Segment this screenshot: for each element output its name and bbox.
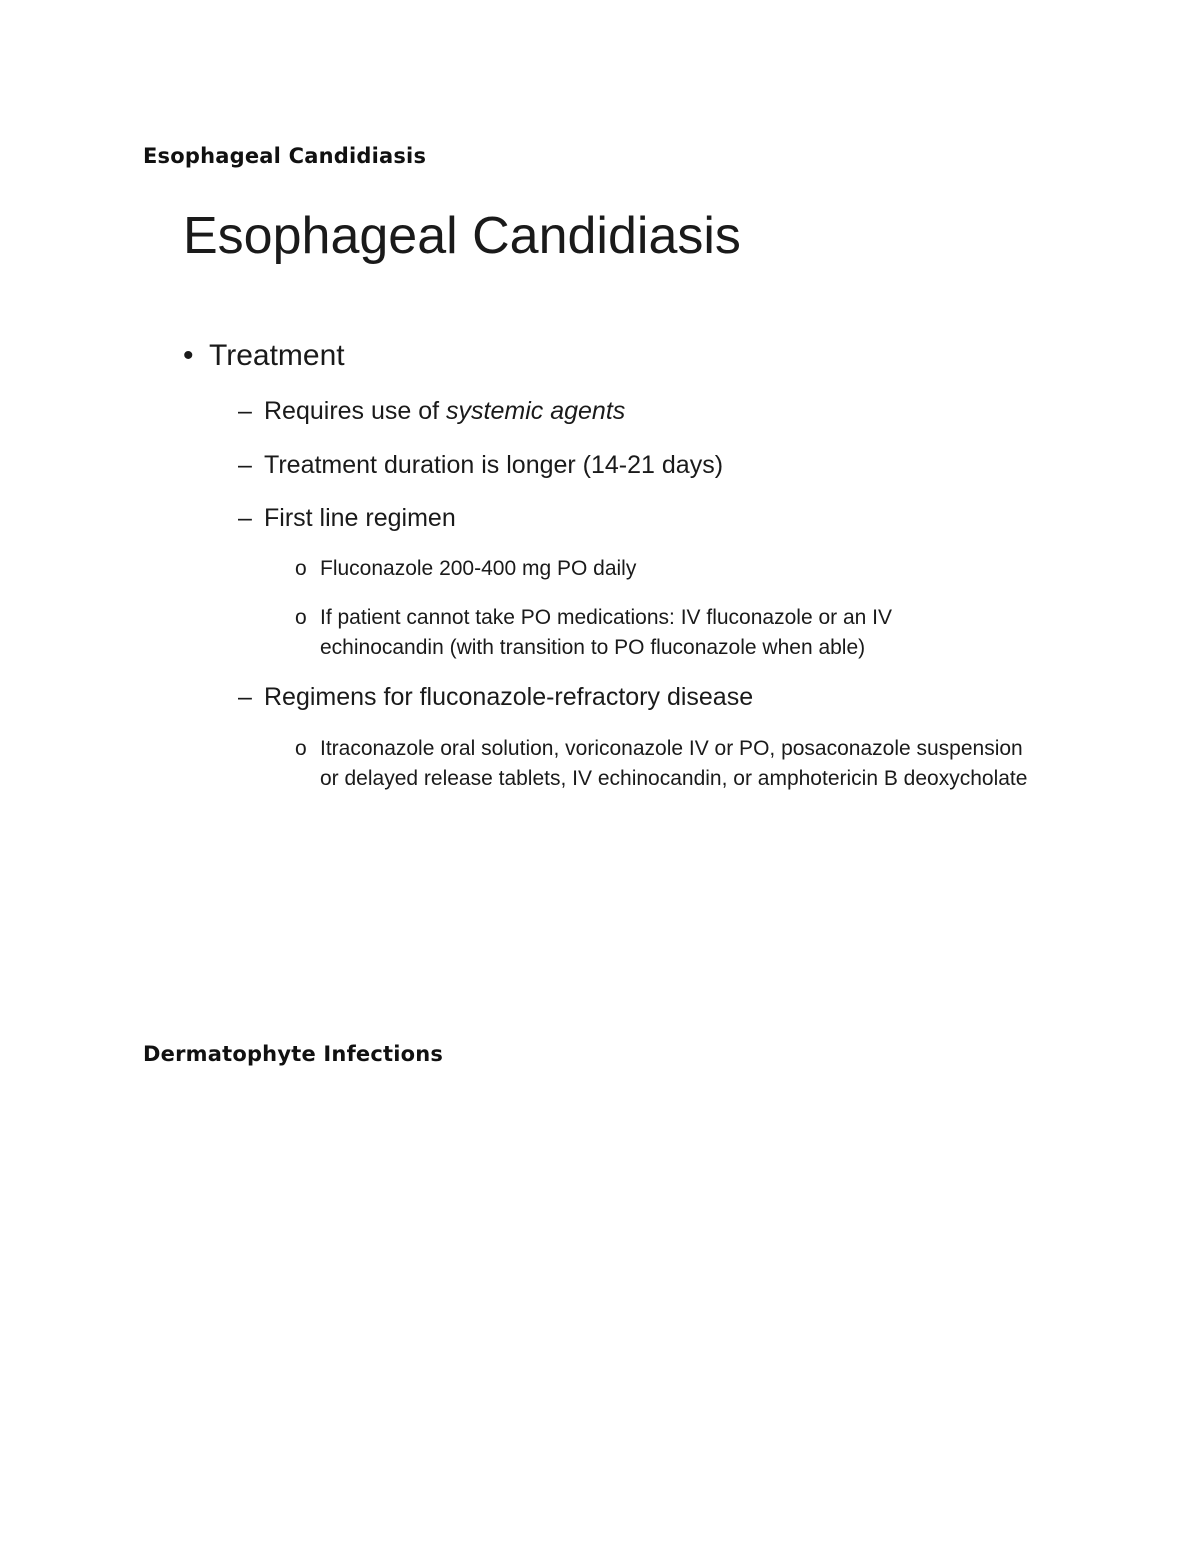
dash-marker: – <box>238 683 252 711</box>
sub-item-fluconazole <box>295 554 1015 584</box>
sub-item-refractory-options <box>295 734 1030 794</box>
slide-title: Esophageal Candidiasis <box>183 207 741 265</box>
dash-marker: – <box>238 397 252 425</box>
list-item-first-line <box>238 501 456 535</box>
sub-item-text: Itraconazole oral solution, voriconazole IV or PO, posaconazole suspension or delayed release tablets, IV echinocandin, or amphotericin B deoxycholate <box>320 737 1028 790</box>
list-item-refractory <box>238 680 753 714</box>
treatment-bullet <box>183 336 345 376</box>
sub-marker: o <box>295 557 307 580</box>
list-item-text: First line regimen <box>264 504 456 532</box>
sub-marker: o <box>295 606 307 629</box>
dash-marker: – <box>238 451 252 479</box>
list-item-text: Treatment duration is longer (14-21 days) <box>264 451 724 479</box>
sub-marker: o <box>295 737 307 760</box>
list-item-text: Regimens for fluconazole-refractory disease <box>264 683 754 711</box>
section-heading-esophageal-candidiasis: Esophageal Candidiasis <box>143 144 427 168</box>
sub-item-text: Fluconazole 200-400 mg PO daily <box>320 557 637 580</box>
sub-item-iv-option <box>295 603 1015 663</box>
list-item-systemic-agents <box>238 394 625 428</box>
list-item-emphasis: systemic agents <box>446 397 626 425</box>
section-heading-dermatophyte-infections: Dermatophyte Infections <box>143 1042 444 1066</box>
list-item-text: Requires use of <box>264 397 447 425</box>
sub-item-text: If patient cannot take PO medications: IV fluconazole or an IV echinocandin (with transition to PO fluconazole when able) <box>320 606 892 659</box>
bullet-marker: • <box>183 339 194 372</box>
slide-image <box>140 180 1100 880</box>
list-item-duration <box>238 448 723 482</box>
dash-marker: – <box>238 504 252 532</box>
treatment-label: Treatment <box>209 339 345 372</box>
